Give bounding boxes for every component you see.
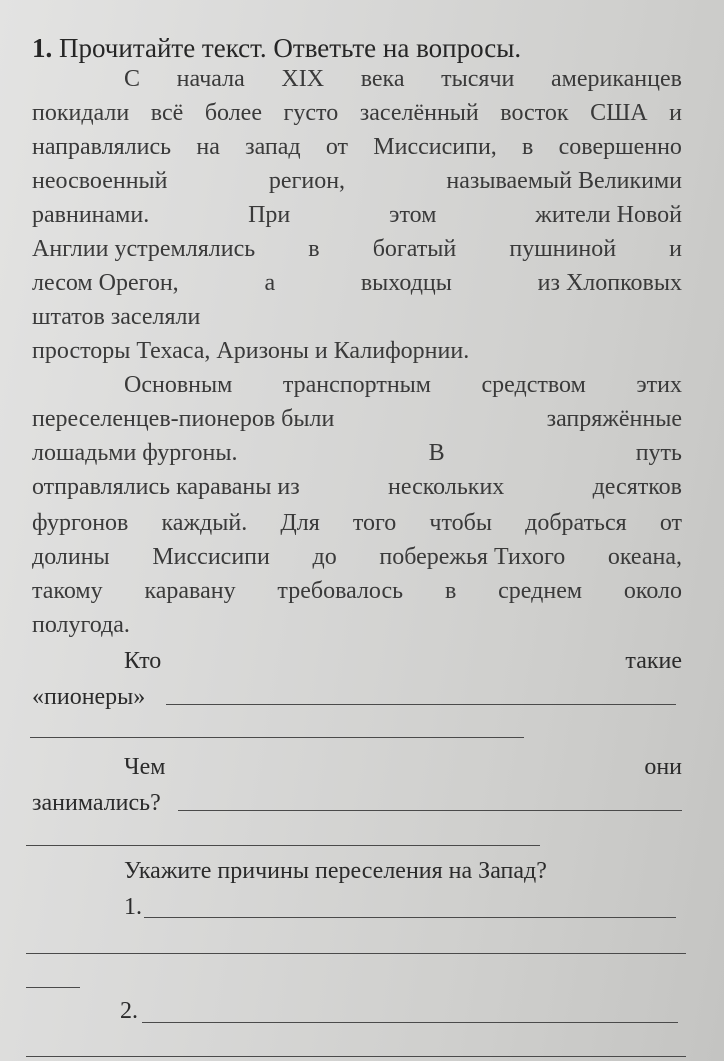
answer-1-blank-b[interactable] [30,737,524,738]
paragraph-1-line-4 [32,166,682,196]
word: и [669,100,682,126]
word: от [325,134,349,160]
answer-item-1-label: 1. [124,894,142,920]
word: США [590,100,648,126]
answer-1-blank-a[interactable] [166,704,676,705]
task-title: Прочитайте текст. Ответьте на вопросы. [59,33,522,63]
word: американцев [551,66,682,92]
answer-3-item-2-blank-b[interactable] [26,1056,686,1057]
answer-item-2-label: 2. [120,998,138,1024]
word: пушниной [509,236,617,262]
word: Миссисипи [152,544,270,570]
paragraph-1-line-1 [32,64,682,94]
word: Основным [124,372,233,398]
paragraph-2-line-7 [32,576,682,606]
word: запряжённые [546,406,682,432]
paragraph-2-line-3 [32,438,682,468]
word: путь [635,440,682,466]
word: Чем [124,754,166,780]
paragraph-2-line-2 [32,404,682,434]
word: океана, [607,544,682,570]
word: лошадьми фургоны. [32,440,238,466]
word: направлялись [32,134,172,160]
word: среднем [498,578,583,604]
word: отправлялись караваны из [32,474,300,500]
word: они [644,754,682,780]
word: восток [500,100,569,126]
word: требовалось [277,578,404,604]
paragraph-2-line-5 [32,508,682,538]
paragraph-2-line-1 [32,370,682,400]
task-number: 1. [32,33,53,63]
word: чтобы [429,510,492,536]
word: средством [481,372,586,398]
word: богатый [372,236,457,262]
word: совершенно [558,134,682,160]
word: более [204,100,262,126]
word: того [352,510,397,536]
answer-2-blank-a[interactable] [178,810,682,811]
word: от [659,510,682,536]
word: XIX [281,66,325,92]
word: фургонов [32,510,129,536]
word: такому [32,578,103,604]
word: на [196,134,220,160]
question-1-line-1 [32,646,682,676]
word: всё [150,100,184,126]
word: побережья Тихого [379,544,566,570]
word: в [308,236,320,262]
question-3: Укажите причины переселения на Запад? [124,858,547,884]
word: С [124,66,141,92]
word: В [428,440,445,466]
word: до [312,544,337,570]
word: из Хлопковых [537,270,682,296]
word: начала [176,66,245,92]
question-2-line-1 [32,752,682,782]
paragraph-2-line-4 [32,472,682,502]
word: нескольких [387,474,505,500]
word: При [248,202,291,228]
answer-3-item-2-blank[interactable] [142,1022,678,1023]
word: неосвоенный [32,168,168,194]
word: равнинами. [32,202,150,228]
word: века [360,66,405,92]
word: регион, [268,168,346,194]
word: десятков [592,474,682,500]
word: долины [32,544,110,570]
paragraph-1-line-2 [32,98,682,128]
word: около [623,578,682,604]
word: в [522,134,534,160]
answer-3-item-1-blank[interactable] [144,917,676,918]
word: переселенцев-пионеров были [32,406,335,432]
paragraph-1-line-5 [32,200,682,230]
word: лесом Орегон, [32,270,179,296]
paragraph-1-line-6 [32,234,682,264]
answer-2-blank-b[interactable] [26,845,540,846]
answer-3-item-1-blank-c[interactable] [26,987,80,988]
word: тысячи [441,66,515,92]
word: в [444,578,457,604]
word: Кто [124,648,162,674]
question-1-line-2 [32,682,682,712]
word: заселённый [359,100,479,126]
question-2-cont: занимались? [32,790,161,816]
question-2-line-2 [32,788,682,818]
paragraph-1-line-8: штатов заселяли [32,304,201,330]
word: запад [245,134,301,160]
word: жители Новой [535,202,682,228]
word: выходцы [360,270,452,296]
paragraph-1-line-3 [32,132,682,162]
word: и [669,236,682,262]
paragraph-1-line-7 [32,268,682,298]
word: называемый Великими [446,168,682,194]
answer-3-item-1-blank-b[interactable] [26,953,686,954]
task-heading [32,32,521,64]
word: густо [283,100,339,126]
question-1-cont: «пионеры» [32,684,146,710]
word: Англии устремлялись [32,236,256,262]
word: каждый. [161,510,248,536]
word: каравану [144,578,236,604]
word: Для [280,510,320,536]
word: добраться [525,510,627,536]
word: этих [636,372,682,398]
paragraph-2-line-6 [32,542,682,572]
word: а [264,270,276,296]
word: покидали [32,100,130,126]
word: такие [625,648,682,674]
word: этом [389,202,437,228]
paragraph-2-line-8: полугода. [32,612,130,638]
word: Миссисипи, [373,134,497,160]
word: транспортным [282,372,431,398]
paragraph-1-line-9: просторы Техаса, Аризоны и Калифорнии. [32,338,470,364]
